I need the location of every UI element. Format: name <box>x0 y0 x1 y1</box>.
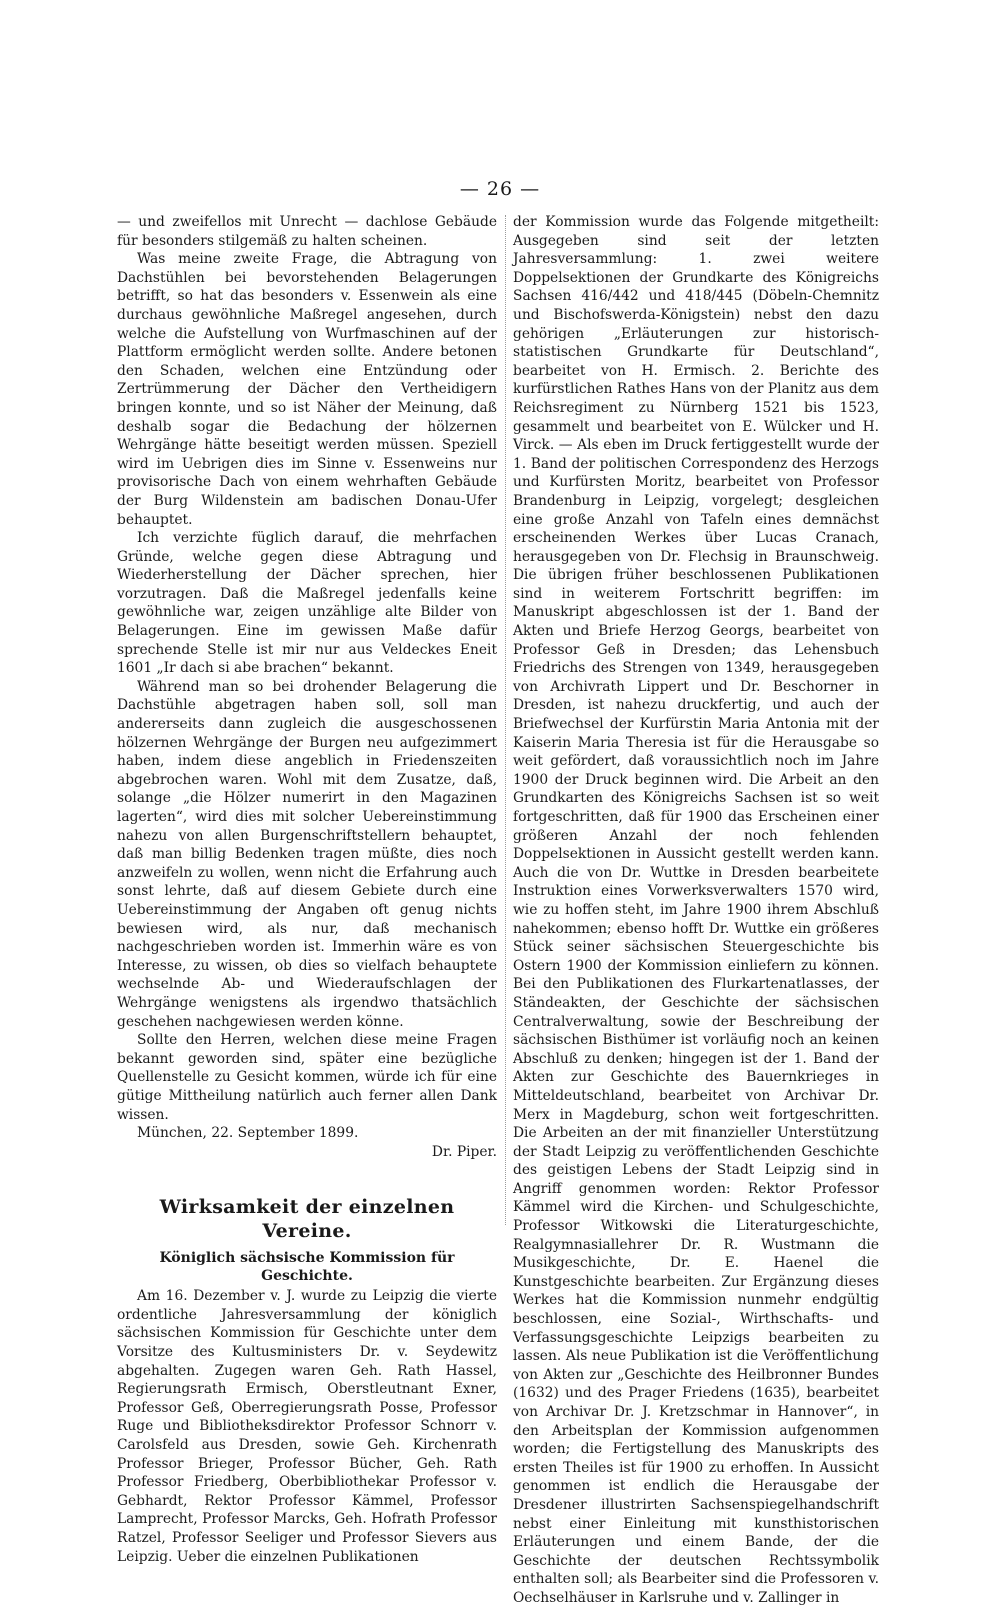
paragraph: Ich verzichte füglich darauf, die mehrfachen Gründe, welche gegen diese Abtragung und Wiederherstellung der Dächer sprechen, hier vorzutragen. Daß die Maßregel jedenfalls keine gewöhnliche war, zeigen unzählige alte Bilder von Belagerungen. Eine im gewissen Maße dafür sprechende Stelle ist mir nur aus Veldeckes Eneit 1601 „Ir dach si abe brachen“ bekannt. <box>117 530 497 677</box>
page-number: — 26 — <box>459 178 541 200</box>
signature: Dr. Piper. <box>431 1143 497 1160</box>
paragraph: Was meine zweite Frage, die Abtragung von Dachstühlen bei bevorstehenden Belagerungen betrifft, so hat das besonders v. Essenwein als eine durchaus gewöhnliche Maßregel angesehen, durch welche die Aufstellung von Wurfmaschinen auf der Plattform ermöglicht werden sollte. Andere betonen den Schaden, welchen eine Entzündung oder Zertrümmerung der Dächer den Vertheidigern bringen konnte, und so ist Näher der Meinung, daß deshalb sogar die Bedachung der hölzernen Wehrgänge hätte beseitigt werden müssen. Speziell wird im Uebrigen dies im Sinne v. Essenweins nur provisorische Dach von einem wehrhaften Gebäude der Burg Wildenstein am badischen Donau-Ufer behauptet. <box>117 251 497 528</box>
paragraph: Sollte den Herren, welchen diese meine Fragen bekannt geworden sind, später eine bezügliche Quellenstelle zu Gesicht kommen, würde ich für eine gütige Mittheilung natürlich auch ferner allen Dank wissen. <box>117 1032 497 1123</box>
paragraph: Am 16. Dezember v. J. wurde zu Leipzig die vierte ordentliche Jahresversammlung der königlich sächsischen Kommission für Geschichte unter dem Vorsitze des Kultusministers Dr. v. Seydewitz abgehalten. Zugegen waren Geh. Rath Hassel, Regierungsrath Ermisch, Oberstleutnant Exner, Professor Geß, Oberregierungsrath Posse, Professor Ruge und Bibliotheksdirektor Professor Schnorr v. Carolsfeld aus Dresden, sowie Geh. Kirchenrath Professor Brieger, Professor Bücher, Geh. Rath Professor Friedberg, Oberbibliothekar Professor v. Gebhardt, Rektor Professor Kämmel, Professor Lamprecht, Professor Marcks, Geh. Hofrath Professor Ratzel, Professor Seeliger und Professor Sievers aus Leipzig. Ueber die einzelnen Publikationen <box>117 1288 497 1565</box>
paragraph: der Kommission wurde das Folgende mitgetheilt: Ausgegeben sind seit der letzten Jahresversammlung: 1. zwei weitere Doppelsektionen der Grundkarte des Königreichs Sachsen 416/442 und 418/445 (Döbeln-Chemnitz und Bischofswerda-Königstein) nebst den dazu gehörigen „Erläuterungen zur historisch-statistischen Grundkarte für Deutschland“, bearbeitet von H. Ermisch. 2. Berichte des kurfürstlichen Rathes Hans von der Planitz aus dem Reichsregiment zu Nürnberg 1521 bis 1523, gesammelt und bearbeitet von E. Wülcker und H. Virck. — Als eben im Druck fertiggestellt wurde der 1. Band der politischen Correspondenz des Herzogs und Kurfürsten Moritz, bearbeitet von Professor Brandenburg in Leipzig, vorgelegt; desgleichen eine große Anzahl von Tafeln eines demnächst erscheinenden Werkes über Lucas Cranach, herausgegeben von Dr. Flechsig in Braunschweig. Die übrigen früher beschlossenen Publikationen sind in weiterem Fortschritt begriffen: im Manuskript abgeschlossen ist der 1. Band der Akten und Briefe Herzog Georgs, bearbeitet von Professor Geß in Dresden; das Lehensbuch Friedrichs des Strengen von 1349, herausgegeben von Archivrath Lippert und Dr. Beschorner in Dresden, ist nahezu druckfertig, und auch der Briefwechsel der Kurfürstin Maria Antonia mit der Kaiserin Maria Theresia ist für die Herausgabe so weit gefördert, daß voraussichtlich noch im Jahre 1900 der Druck beginnen wird. Die Arbeit an den Grundkarten des Königreichs Sachsen ist so weit fortgeschritten, daß für 1900 das Erscheinen einer größeren Anzahl der noch fehlenden Doppelsektionen in Aussicht gestellt werden kann. Auch die von Dr. Wuttke in Dresden bearbeitete Instruktion eines Vorwerksverwalters 1570 wird, wie zu hoffen steht, im Jahre 1900 ihrem Abschluß nahekommen; ebenso hofft Dr. Wuttke ein größeres Stück seiner sächsischen Steuergeschichte bis Ostern 1900 der Kommission einliefern zu können. Bei den Publikationen des Flurkartenatlasses, der Ständeakten, der Geschichte der sächsischen Centralverwaltung, sowie der Beschreibung der sächsischen Bisthümer ist vorläufig noch an keinen Abschluß zu denken; hingegen ist der 1. Band der Akten zur Geschichte des Bauernkrieges in Mitteldeutschland, bearbeitet von Archivar Dr. Merx in Magdeburg, schon weit fortgeschritten. Die Arbeiten an der mit finanzieller Unterstützung der Stadt Leipzig zu veröffentlichenden Geschichte des geistigen Lebens der Stadt Leipzig sind in Angriff genommen worden: Rektor Professor Kämmel wird die Kirchen- und Schulgeschichte, Professor Witkowski die Literaturgeschichte, Realgymnasiallehrer Dr. R. Wustmann die Musikgeschichte, Dr. E. Haenel die Kunstgeschichte bearbeiten. Zur Ergänzung dieses Werkes hat die Kommission nunmehr endgültig beschlossen, eine Sozial-, Wirthschafts- und Verfassungsgeschichte Leipzigs bearbeiten zu lassen. Als neue Publikation ist die Veröffentlichung von Akten zur „Geschichte des Heilbronner Bundes (1632) und des Prager Friedens (1635), bearbeitet von Archivar Dr. J. Kretzschmar in Hannover“, in den Arbeitsplan der Kommission aufgenommen worden; die Fertigstellung des Manuskripts des ersten Theiles ist für 1900 zu erhoffen. In Aussicht genommen ist endlich die Herausgabe der Dresdener illustrirten Sachsenspiegelhandschrift nebst einer Einleitung mit kunsthistorischen Erläuterungen und einem Bande, der die Geschichte der deutschen Rechtssymbolik enthalten soll; als Bearbeiter sind die Professoren v. Oechselhäuser in Karlsruhe und v. Zallinger in <box>513 214 879 1606</box>
dateline: München, 22. September 1899. <box>137 1125 359 1142</box>
paragraph: — und zweifellos mit Unrecht — dachlose Gebäude für besonders stilgemäß zu halten scheinen. <box>117 214 497 249</box>
right-column <box>513 213 879 1608</box>
column-divider <box>505 215 506 1225</box>
left-column <box>117 213 497 1566</box>
section-heading: Wirksamkeit der einzelnen Vereine. <box>159 1196 455 1243</box>
paragraph: Während man so bei drohender Belagerung die Dachstühle abgetragen haben soll, soll man andererseits dann zugleich die ausgeschossenen hölzernen Wehrgänge der Burgen neu aufgezimmert haben, indem diese angeblich in Friedenszeiten abgebrochen waren. Wohl mit dem Zusatze, daß, solange „die Hölzer numerirt in den Magazinen lagerten“, wird dies mit solcher Uebereinstimmung nahezu von allen Burgenschriftstellern behauptet, daß man billig Bedenken tragen müßte, dies noch anzweifeln zu wollen, wenn nicht die Erfahrung auch sonst lehrte, daß auf diesem Gebiete durch eine Uebereinstimmung der Angaben oft genug nichts bewiesen wird, als nur, daß mechanisch nachgeschrieben worden ist. Immerhin wäre es von Interesse, zu wissen, ob dies so vielfach behauptete wechselnde Ab- und Wiederaufschlagen der Wehrgänge wenigstens als irgendwo thatsächlich geschehen nachgewiesen werden könne. <box>117 678 497 1030</box>
sub-heading: Königlich sächsische Kommission für Geschichte. <box>159 1250 455 1285</box>
